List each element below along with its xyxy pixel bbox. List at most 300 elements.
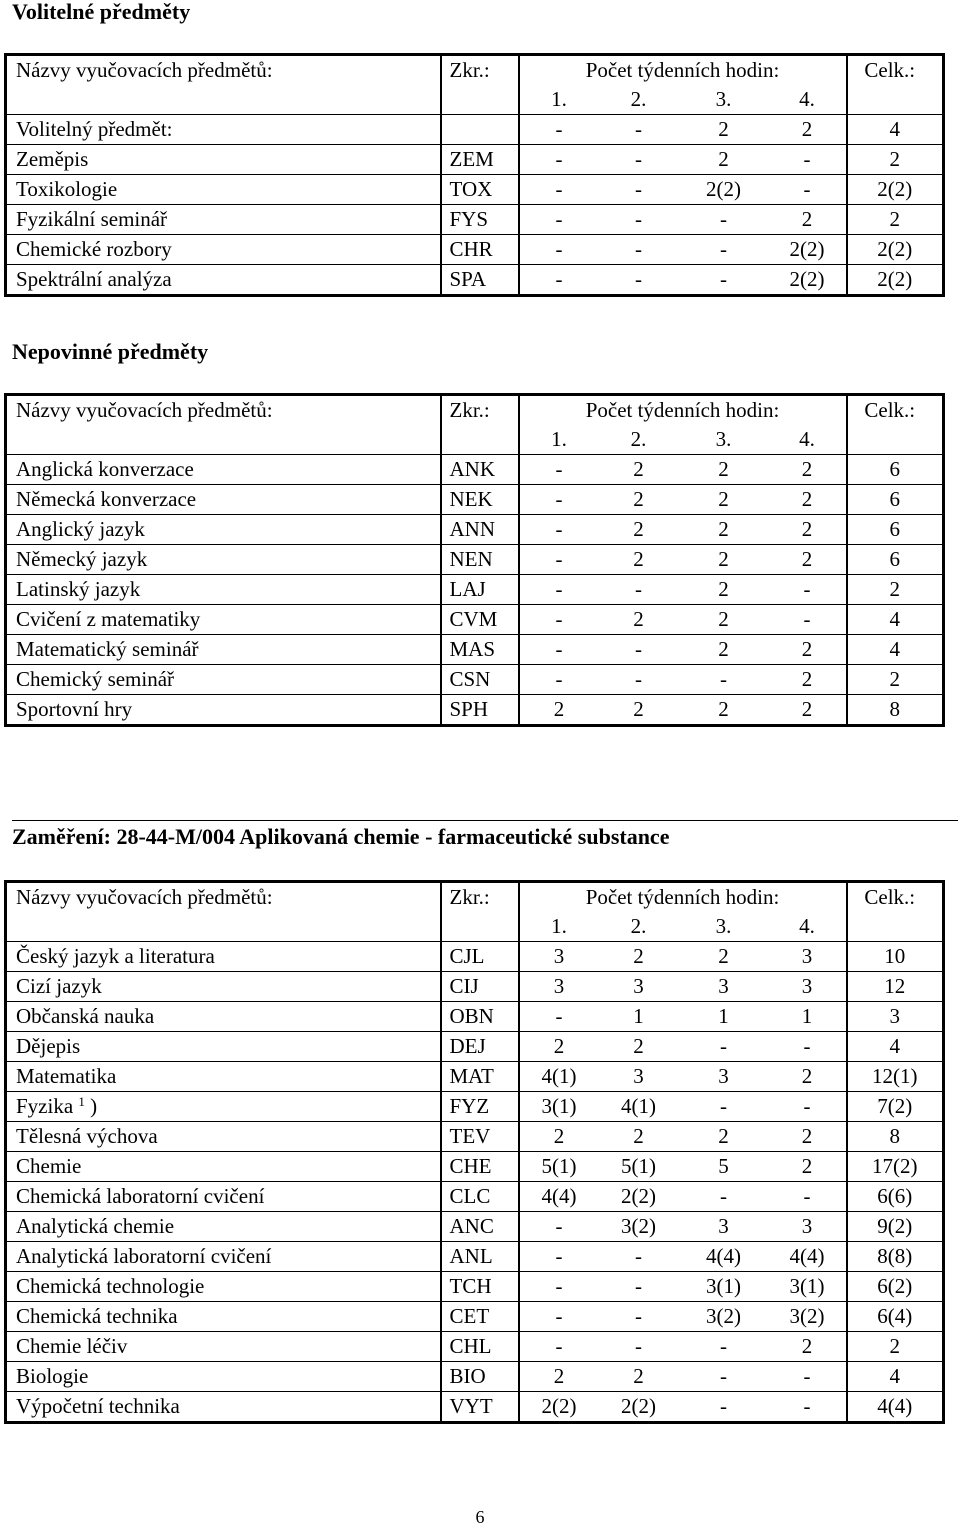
subject-name: Fyzika <box>16 1094 74 1118</box>
subject-code: DEJ <box>441 1032 519 1062</box>
section-title-nepovinne: Nepovinné předměty <box>12 339 209 364</box>
table-row <box>6 515 944 545</box>
hours-year-2: 2 <box>599 942 679 972</box>
subject-name: Zeměpis <box>16 147 89 171</box>
hours-year-2: 2(2) <box>599 1182 679 1212</box>
subject-code <box>441 115 519 145</box>
subject-name-cell <box>6 1152 441 1182</box>
hours-total: 2(2) <box>847 265 944 296</box>
hours-year-1: - <box>519 1302 599 1332</box>
subject-name-cell <box>6 545 441 575</box>
hours-year-2: - <box>599 115 679 145</box>
header-weekly-hours: Počet týdenních hodin: <box>519 395 847 426</box>
subject-name: Německý jazyk <box>16 547 148 571</box>
subject-code: TEV <box>441 1122 519 1152</box>
hours-year-1: 2 <box>519 695 599 726</box>
table-years-row <box>6 425 944 455</box>
hours-total: 6 <box>847 455 944 485</box>
subject-name-cell <box>6 665 441 695</box>
subject-name: Matematika <box>16 1064 117 1088</box>
subject-name: Spektrální analýza <box>16 267 172 291</box>
hours-year-1: - <box>519 1332 599 1362</box>
year-2-label: 2. <box>630 914 647 938</box>
hours-year-1: 2 <box>519 1362 599 1392</box>
subject-name: Biologie <box>16 1364 89 1388</box>
hours-year-1: 3(1) <box>519 1092 599 1122</box>
hours-year-2: - <box>599 175 679 205</box>
year-1-label: 1. <box>551 87 567 111</box>
hours-total: 8 <box>847 1122 944 1152</box>
hours-year-4: - <box>769 605 847 635</box>
years-row-blank-total <box>847 85 944 115</box>
subject-name-cell <box>6 695 441 726</box>
hours-year-4: 3(2) <box>769 1302 847 1332</box>
header-code: Zkr.: <box>441 395 519 426</box>
subject-name: Chemické rozbory <box>16 237 172 261</box>
hours-year-1: 2 <box>519 1122 599 1152</box>
subject-code: CIJ <box>441 972 519 1002</box>
hours-year-3: 3 <box>679 1212 769 1242</box>
subject-code: ANK <box>441 455 519 485</box>
table-row <box>6 942 944 972</box>
hours-year-4: 2 <box>769 1062 847 1092</box>
table-years-row <box>6 912 944 942</box>
hours-total: 7(2) <box>847 1092 944 1122</box>
table-row <box>6 235 944 265</box>
hours-total: 2 <box>847 1332 944 1362</box>
subject-name-cell <box>6 1272 441 1302</box>
year-2-label: 2. <box>630 87 647 111</box>
subject-name-cell <box>6 1212 441 1242</box>
hours-year-3: - <box>679 1332 769 1362</box>
hours-year-2: - <box>599 265 679 296</box>
hours-year-2: 4(1) <box>599 1092 679 1122</box>
subject-name: Tělesná výchova <box>16 1124 158 1148</box>
hours-year-1: - <box>519 265 599 296</box>
table-row <box>6 175 944 205</box>
hours-year-2: 3 <box>599 972 679 1002</box>
hours-year-1: - <box>519 575 599 605</box>
hours-year-2: 2 <box>599 515 679 545</box>
table-row <box>6 575 944 605</box>
hours-year-2: - <box>599 635 679 665</box>
hours-year-2: 2(2) <box>599 1392 679 1423</box>
hours-year-4: 2 <box>769 515 847 545</box>
hours-year-4: 2 <box>769 545 847 575</box>
subject-name-cell <box>6 455 441 485</box>
table-row <box>6 972 944 1002</box>
subject-name-cell <box>6 515 441 545</box>
subject-code: ANC <box>441 1212 519 1242</box>
hours-total: 2 <box>847 665 944 695</box>
hours-year-4: - <box>769 1182 847 1212</box>
subject-name: Německá konverzace <box>16 487 197 511</box>
hours-year-3: 4(4) <box>679 1242 769 1272</box>
hours-year-1: - <box>519 455 599 485</box>
subject-name-cell <box>6 485 441 515</box>
header-total: Celk.: <box>864 398 916 422</box>
hours-year-1: 5(1) <box>519 1152 599 1182</box>
table-row <box>6 605 944 635</box>
hours-year-3: 2 <box>679 575 769 605</box>
hours-year-1: - <box>519 205 599 235</box>
hours-year-3: 2 <box>679 455 769 485</box>
subject-code: ANL <box>441 1242 519 1272</box>
subject-name: Fyzikální seminář <box>16 207 168 231</box>
hours-year-2: 2 <box>599 605 679 635</box>
hours-year-1: - <box>519 115 599 145</box>
hours-year-3: - <box>679 1032 769 1062</box>
hours-total: 4 <box>847 635 944 665</box>
hours-total: 10 <box>847 942 944 972</box>
year-1-label: 1. <box>551 914 567 938</box>
subject-code: MAS <box>441 635 519 665</box>
table-row <box>6 455 944 485</box>
hours-year-4: 2 <box>769 635 847 665</box>
table-row <box>6 1182 944 1212</box>
year-1-label: 1. <box>551 427 567 451</box>
subject-name: Cvičení z matematiky <box>16 607 201 631</box>
years-row-blank-total <box>847 425 944 455</box>
hours-year-4: 2(2) <box>769 235 847 265</box>
hours-total: 6(4) <box>847 1302 944 1332</box>
subject-code: CET <box>441 1302 519 1332</box>
table-row <box>6 665 944 695</box>
hours-total: 4(4) <box>847 1392 944 1423</box>
hours-year-2: 2 <box>599 485 679 515</box>
hours-year-3: - <box>679 235 769 265</box>
header-total: Celk.: <box>864 58 916 82</box>
hours-year-1: - <box>519 545 599 575</box>
hours-year-1: - <box>519 605 599 635</box>
hours-year-2: - <box>599 205 679 235</box>
subject-code: VYT <box>441 1392 519 1423</box>
header-code: Zkr.: <box>441 882 519 913</box>
header-subject-name: Názvy vyučovacích předmětů: <box>6 55 441 86</box>
table-years-row <box>6 85 944 115</box>
hours-total: 4 <box>847 1032 944 1062</box>
years-row-blank-name <box>6 425 441 455</box>
table-row <box>6 115 944 145</box>
subject-code: MAT <box>441 1062 519 1092</box>
subject-name: Chemická technika <box>16 1304 178 1328</box>
subject-name-cell <box>6 1002 441 1032</box>
hours-year-2: - <box>599 1242 679 1272</box>
subject-name: Chemická laboratorní cvičení <box>16 1184 265 1208</box>
subject-code: TOX <box>441 175 519 205</box>
header-subject-name: Názvy vyučovacích předmětů: <box>6 395 441 426</box>
hours-year-1: 3 <box>519 972 599 1002</box>
subject-code: TCH <box>441 1272 519 1302</box>
section-title-volitelne: Volitelné předměty <box>12 0 191 24</box>
hours-year-4: - <box>769 1362 847 1392</box>
hours-year-2: - <box>599 145 679 175</box>
header-weekly-hours: Počet týdenních hodin: <box>519 55 847 86</box>
section-divider <box>12 820 958 821</box>
hours-year-4: 2 <box>769 1332 847 1362</box>
hours-total: 4 <box>847 115 944 145</box>
year-3-label: 3. <box>715 427 732 451</box>
subject-code: FYS <box>441 205 519 235</box>
hours-year-1: 2 <box>519 1032 599 1062</box>
hours-total: 12(1) <box>847 1062 944 1092</box>
subject-code: OBN <box>441 1002 519 1032</box>
hours-total: 2 <box>847 145 944 175</box>
subject-name-cell <box>6 972 441 1002</box>
hours-year-4: - <box>769 175 847 205</box>
hours-total: 6 <box>847 485 944 515</box>
hours-year-3: 5 <box>679 1152 769 1182</box>
hours-year-4: 3 <box>769 972 847 1002</box>
subject-code: ZEM <box>441 145 519 175</box>
hours-year-1: - <box>519 1002 599 1032</box>
years-row-blank-code <box>441 912 519 942</box>
years-row-blank-name <box>6 85 441 115</box>
subject-name-cell <box>6 1302 441 1332</box>
hours-year-1: - <box>519 235 599 265</box>
subjects-table-nepovinne <box>4 393 945 727</box>
hours-total: 2 <box>847 575 944 605</box>
subject-name: Latinský jazyk <box>16 577 141 601</box>
header-subject-name: Názvy vyučovacích předmětů: <box>6 882 441 913</box>
table-row <box>6 1122 944 1152</box>
table-header-row <box>6 882 944 913</box>
hours-total: 3 <box>847 1002 944 1032</box>
hours-year-4: 2 <box>769 695 847 726</box>
hours-year-3: 2 <box>679 942 769 972</box>
hours-year-4: - <box>769 145 847 175</box>
hours-year-3: 3 <box>679 972 769 1002</box>
table-row <box>6 265 944 296</box>
hours-year-4: 3 <box>769 942 847 972</box>
table-row <box>6 485 944 515</box>
table-header-row <box>6 55 944 86</box>
hours-total: 17(2) <box>847 1152 944 1182</box>
subject-name-cell <box>6 1062 441 1092</box>
subject-name-cell <box>6 575 441 605</box>
hours-total: 2(2) <box>847 175 944 205</box>
hours-year-2: 1 <box>599 1002 679 1032</box>
hours-year-1: 4(4) <box>519 1182 599 1212</box>
subject-code: SPH <box>441 695 519 726</box>
table-row <box>6 1212 944 1242</box>
hours-year-2: 2 <box>599 1122 679 1152</box>
hours-year-1: - <box>519 1242 599 1272</box>
hours-year-4: 2 <box>769 205 847 235</box>
hours-year-3: 2 <box>679 545 769 575</box>
table-row <box>6 1032 944 1062</box>
hours-year-1: - <box>519 485 599 515</box>
table-row <box>6 1152 944 1182</box>
subject-name-cell <box>6 1362 441 1392</box>
page-number: 6 <box>475 1507 485 1527</box>
hours-year-2: 2 <box>599 545 679 575</box>
subject-name: Matematický seminář <box>16 637 199 661</box>
subject-name-cell <box>6 605 441 635</box>
hours-year-4: 4(4) <box>769 1242 847 1272</box>
hours-year-1: - <box>519 1212 599 1242</box>
subject-name: Dějepis <box>16 1034 81 1058</box>
hours-total: 2(2) <box>847 235 944 265</box>
hours-year-2: 2 <box>599 1032 679 1062</box>
table-row <box>6 1062 944 1092</box>
hours-year-2: 2 <box>599 1362 679 1392</box>
year-4-label: 4. <box>769 425 847 455</box>
subject-name: Chemie <box>16 1154 82 1178</box>
hours-year-2: - <box>599 665 679 695</box>
hours-year-1: - <box>519 665 599 695</box>
subject-code: CJL <box>441 942 519 972</box>
subject-code: SPA <box>441 265 519 296</box>
subject-name-cell <box>6 1242 441 1272</box>
hours-total: 12 <box>847 972 944 1002</box>
hours-year-2: - <box>599 1272 679 1302</box>
hours-total: 8 <box>847 695 944 726</box>
subject-code: FYZ <box>441 1092 519 1122</box>
hours-year-3: - <box>679 265 769 296</box>
hours-year-2: 2 <box>599 455 679 485</box>
hours-year-1: 4(1) <box>519 1062 599 1092</box>
subject-code: LAJ <box>441 575 519 605</box>
hours-year-2: 3 <box>599 1062 679 1092</box>
hours-year-3: - <box>679 1392 769 1423</box>
hours-total: 8(8) <box>847 1242 944 1272</box>
hours-year-3: 2 <box>679 605 769 635</box>
year-4-label: 4. <box>769 912 847 942</box>
hours-year-3: 2 <box>679 515 769 545</box>
hours-year-3: 2 <box>679 485 769 515</box>
table-row <box>6 145 944 175</box>
subject-name-cell <box>6 1332 441 1362</box>
subject-name-cell <box>6 1122 441 1152</box>
hours-year-3: 3(2) <box>679 1302 769 1332</box>
years-row-blank-total <box>847 912 944 942</box>
hours-year-4: 2(2) <box>769 265 847 296</box>
subject-code: BIO <box>441 1362 519 1392</box>
section-title-zamereni: Zaměření: 28-44-M/004 Aplikovaná chemie - farmaceutické substance <box>12 824 670 849</box>
subject-name: Sportovní hry <box>16 697 133 721</box>
table-row <box>6 1272 944 1302</box>
subject-name: Chemie léčiv <box>16 1334 128 1358</box>
subject-name-cell <box>6 175 441 205</box>
year-3-label: 3. <box>715 914 732 938</box>
subject-code: CHL <box>441 1332 519 1362</box>
subject-name: Analytická chemie <box>16 1214 175 1238</box>
subject-name: Volitelný předmět: <box>16 117 173 141</box>
hours-year-3: - <box>679 1362 769 1392</box>
subject-name: Anglická konverzace <box>16 457 194 481</box>
header-total: Celk.: <box>864 885 916 909</box>
hours-year-4: 2 <box>769 485 847 515</box>
hours-year-4: - <box>769 1392 847 1423</box>
subjects-table-volitelne <box>4 53 945 297</box>
hours-year-3: 3 <box>679 1062 769 1092</box>
hours-year-1: - <box>519 145 599 175</box>
subject-code: CSN <box>441 665 519 695</box>
hours-year-3: 2 <box>679 1122 769 1152</box>
hours-year-2: 3(2) <box>599 1212 679 1242</box>
hours-year-3: 2(2) <box>679 175 769 205</box>
hours-year-1: - <box>519 635 599 665</box>
table-row <box>6 635 944 665</box>
subject-name: Analytická laboratorní cvičení <box>16 1244 272 1268</box>
subject-code: NEK <box>441 485 519 515</box>
table-row <box>6 1392 944 1423</box>
hours-year-4: - <box>769 1092 847 1122</box>
hours-year-1: - <box>519 1272 599 1302</box>
hours-year-1: - <box>519 515 599 545</box>
subject-name: Toxikologie <box>16 177 118 201</box>
subject-name-cell <box>6 145 441 175</box>
years-row-blank-code <box>441 425 519 455</box>
hours-year-3: 3(1) <box>679 1272 769 1302</box>
subject-name-cell <box>6 635 441 665</box>
hours-year-3: 2 <box>679 115 769 145</box>
subject-name: Chemická technologie <box>16 1274 205 1298</box>
hours-year-2: - <box>599 235 679 265</box>
hours-year-4: - <box>769 1032 847 1062</box>
hours-year-4: 2 <box>769 1152 847 1182</box>
hours-year-3: - <box>679 205 769 235</box>
hours-total: 2 <box>847 205 944 235</box>
subject-code: CLC <box>441 1182 519 1212</box>
hours-total: 6(2) <box>847 1272 944 1302</box>
subject-name-cell <box>6 115 441 145</box>
hours-total: 6 <box>847 515 944 545</box>
subject-code: ANN <box>441 515 519 545</box>
hours-total: 6 <box>847 545 944 575</box>
subject-name: Výpočetní technika <box>16 1394 180 1418</box>
footnote-marker: 1 <box>78 1094 85 1109</box>
hours-year-3: - <box>679 1092 769 1122</box>
subjects-table-zamereni <box>4 880 945 1424</box>
hours-total: 9(2) <box>847 1212 944 1242</box>
year-4-label: 4. <box>769 85 847 115</box>
subject-name-cell <box>6 235 441 265</box>
table-row <box>6 695 944 726</box>
hours-year-3: 2 <box>679 635 769 665</box>
table-row <box>6 1362 944 1392</box>
table-header-row <box>6 395 944 426</box>
hours-year-3: 2 <box>679 145 769 175</box>
table-row <box>6 205 944 235</box>
subject-name: Chemický seminář <box>16 667 175 691</box>
hours-year-2: 5(1) <box>599 1152 679 1182</box>
table-row <box>6 1332 944 1362</box>
header-code: Zkr.: <box>441 55 519 86</box>
hours-total: 4 <box>847 1362 944 1392</box>
subject-name-cell <box>6 1092 441 1122</box>
subject-code: CHR <box>441 235 519 265</box>
table-row <box>6 1242 944 1272</box>
hours-year-3: - <box>679 1182 769 1212</box>
hours-year-2: - <box>599 575 679 605</box>
subject-name: Cizí jazyk <box>16 974 102 998</box>
hours-total: 6(6) <box>847 1182 944 1212</box>
hours-year-4: 2 <box>769 665 847 695</box>
hours-year-1: - <box>519 175 599 205</box>
years-row-blank-name <box>6 912 441 942</box>
years-row-blank-code <box>441 85 519 115</box>
hours-year-4: - <box>769 575 847 605</box>
hours-year-4: 1 <box>769 1002 847 1032</box>
hours-year-3: 2 <box>679 695 769 726</box>
subject-name: Český jazyk a literatura <box>16 944 215 968</box>
hours-year-4: 2 <box>769 455 847 485</box>
subject-name: Občanská nauka <box>16 1004 155 1028</box>
hours-year-1: 2(2) <box>519 1392 599 1423</box>
subject-name-cell <box>6 942 441 972</box>
